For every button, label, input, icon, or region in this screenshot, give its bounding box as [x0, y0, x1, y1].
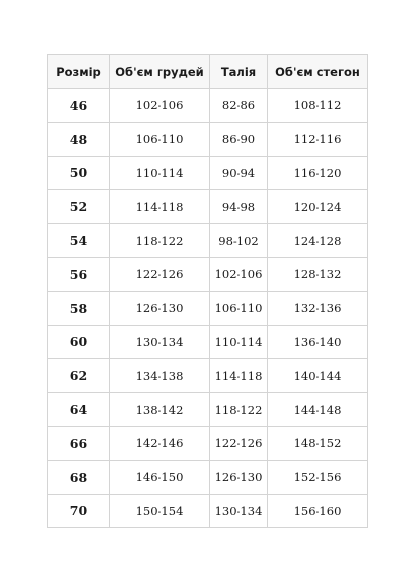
chest-cell: 150-154 — [110, 494, 210, 528]
size-cell: 68 — [48, 460, 110, 494]
chest-cell: 134-138 — [110, 359, 210, 393]
waist-cell: 118-122 — [210, 393, 268, 427]
waist-cell: 114-118 — [210, 359, 268, 393]
chest-cell: 106-110 — [110, 122, 210, 156]
waist-cell: 110-114 — [210, 325, 268, 359]
size-cell: 70 — [48, 494, 110, 528]
table-row — [48, 291, 368, 325]
waist-cell: 90-94 — [210, 156, 268, 190]
hips-cell: 120-124 — [268, 190, 368, 224]
table-row — [48, 224, 368, 258]
waist-cell: 98-102 — [210, 224, 268, 258]
size-cell: 64 — [48, 393, 110, 427]
waist-cell: 106-110 — [210, 291, 268, 325]
waist-cell: 126-130 — [210, 460, 268, 494]
header-hips: Об'єм стегон — [268, 55, 368, 89]
table-row — [48, 122, 368, 156]
chest-cell: 122-126 — [110, 257, 210, 291]
hips-cell: 152-156 — [268, 460, 368, 494]
size-cell: 56 — [48, 257, 110, 291]
table-row — [48, 359, 368, 393]
waist-cell: 122-126 — [210, 426, 268, 460]
hips-cell: 112-116 — [268, 122, 368, 156]
table-row — [48, 494, 368, 528]
size-cell: 60 — [48, 325, 110, 359]
size-cell: 66 — [48, 426, 110, 460]
table-row — [48, 190, 368, 224]
chest-cell: 110-114 — [110, 156, 210, 190]
chest-cell: 146-150 — [110, 460, 210, 494]
waist-cell: 102-106 — [210, 257, 268, 291]
size-cell: 48 — [48, 122, 110, 156]
hips-cell: 108-112 — [268, 89, 368, 123]
chest-cell: 130-134 — [110, 325, 210, 359]
waist-cell: 94-98 — [210, 190, 268, 224]
hips-cell: 156-160 — [268, 494, 368, 528]
table-row — [48, 426, 368, 460]
table-body — [48, 89, 368, 528]
hips-cell: 124-128 — [268, 224, 368, 258]
header-chest: Об'єм грудей — [110, 55, 210, 89]
hips-cell: 140-144 — [268, 359, 368, 393]
waist-cell: 130-134 — [210, 494, 268, 528]
table-row — [48, 460, 368, 494]
hips-cell: 116-120 — [268, 156, 368, 190]
hips-cell: 128-132 — [268, 257, 368, 291]
header-size: Розмір — [48, 55, 110, 89]
table-row — [48, 156, 368, 190]
size-cell: 50 — [48, 156, 110, 190]
size-cell: 46 — [48, 89, 110, 123]
chest-cell: 118-122 — [110, 224, 210, 258]
hips-cell: 132-136 — [268, 291, 368, 325]
size-chart-table — [47, 54, 368, 528]
size-cell: 54 — [48, 224, 110, 258]
table-row — [48, 257, 368, 291]
hips-cell: 148-152 — [268, 426, 368, 460]
chest-cell: 126-130 — [110, 291, 210, 325]
chest-cell: 138-142 — [110, 393, 210, 427]
hips-cell: 144-148 — [268, 393, 368, 427]
chest-cell: 142-146 — [110, 426, 210, 460]
hips-cell: 136-140 — [268, 325, 368, 359]
chest-cell: 114-118 — [110, 190, 210, 224]
size-cell: 52 — [48, 190, 110, 224]
header-waist: Талія — [210, 55, 268, 89]
table-row — [48, 89, 368, 123]
header-row — [48, 55, 368, 89]
size-cell: 58 — [48, 291, 110, 325]
table-row — [48, 393, 368, 427]
table-row — [48, 325, 368, 359]
chest-cell: 102-106 — [110, 89, 210, 123]
waist-cell: 82-86 — [210, 89, 268, 123]
waist-cell: 86-90 — [210, 122, 268, 156]
size-cell: 62 — [48, 359, 110, 393]
